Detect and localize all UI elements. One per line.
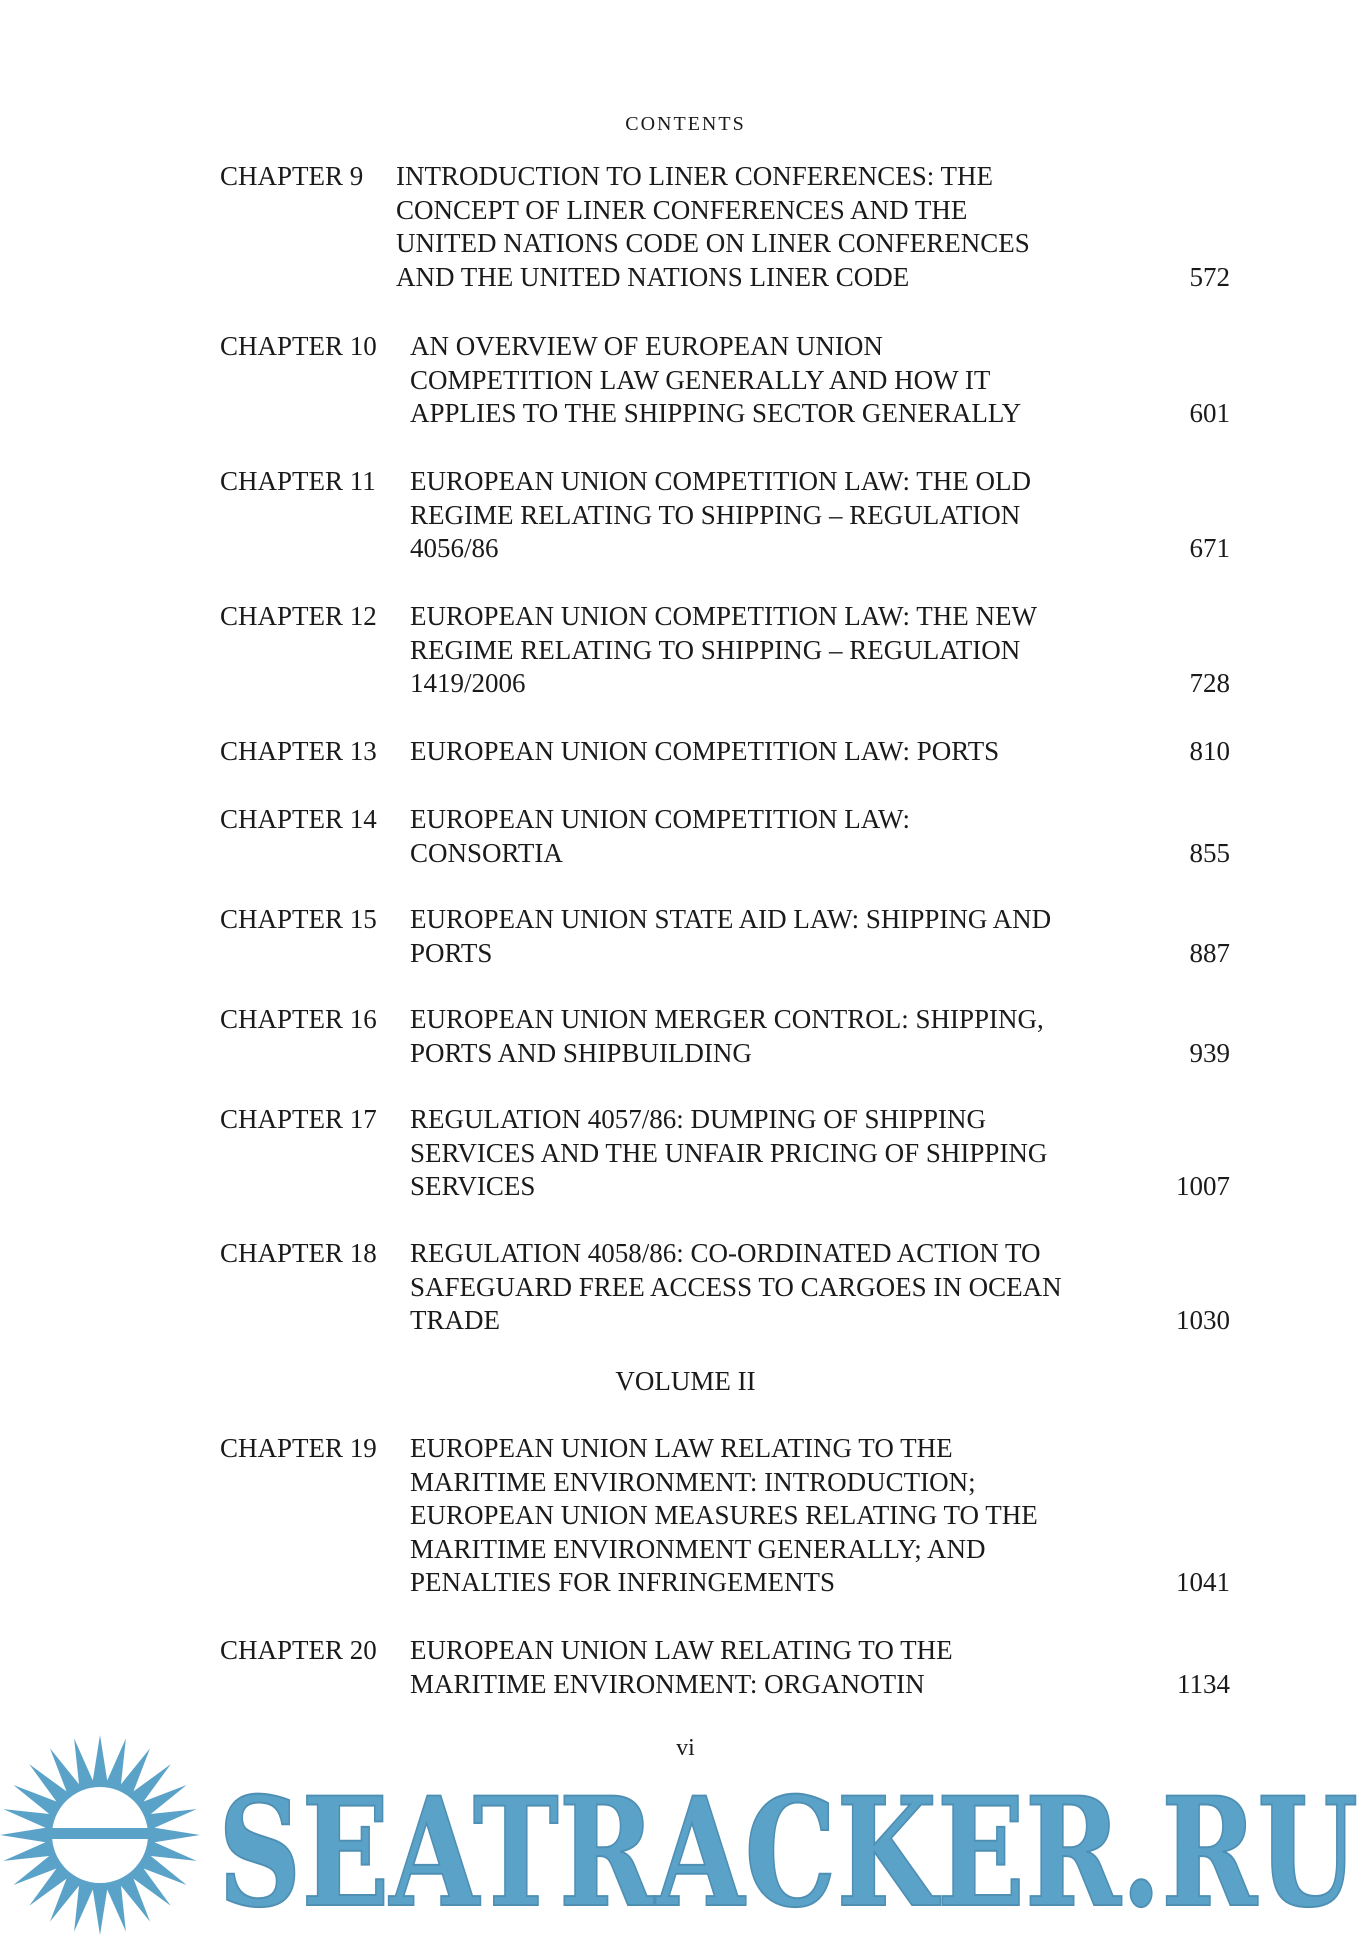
chapter-label: CHAPTER 16	[220, 1004, 377, 1034]
toc-entry	[220, 465, 1230, 566]
chapter-title	[410, 465, 1130, 566]
page-number: vi	[676, 1735, 695, 1761]
toc-entry	[220, 1432, 1230, 1600]
volume-heading: VOLUME II	[615, 1366, 756, 1396]
chapter-title-line: TRADE	[410, 1305, 500, 1335]
toc-entry	[220, 600, 1230, 701]
chapter-title-line: 1419/2006	[410, 668, 526, 698]
chapter-title-line: MARITIME ENVIRONMENT: ORGANOTIN	[410, 1668, 925, 1699]
chapter-title-line: MARITIME ENVIRONMENT: INTRODUCTION;	[410, 1466, 976, 1497]
chapter-title-line: EUROPEAN UNION COMPETITION LAW: PORTS	[410, 736, 1000, 766]
toc-entry	[220, 1103, 1230, 1204]
toc-entry	[220, 160, 1230, 294]
chapter-title	[410, 1237, 1130, 1338]
chapter-title-line: APPLIES TO THE SHIPPING SECTOR GENERALLY	[410, 398, 1022, 428]
chapter-title-line: PORTS AND SHIPBUILDING	[410, 1037, 752, 1068]
chapter-label: CHAPTER 19	[220, 1433, 377, 1463]
chapter-title-line: SAFEGUARD FREE ACCESS TO CARGOES IN OCEAN	[410, 1271, 1062, 1302]
chapter-page-number: 601	[1189, 398, 1230, 428]
sun-logo-icon	[0, 1735, 200, 1935]
watermark-graphic	[0, 1735, 1371, 1938]
chapter-title-line: AN OVERVIEW OF EUROPEAN UNION	[410, 331, 883, 361]
chapter-label: CHAPTER 13	[220, 736, 377, 766]
chapter-title-line: REGULATION 4058/86: CO-ORDINATED ACTION TO	[410, 1238, 1041, 1268]
chapter-page-number: 1134	[1177, 1668, 1230, 1699]
chapter-label: CHAPTER 15	[220, 904, 377, 934]
chapter-title-line: PORTS	[410, 937, 493, 968]
toc-entry	[220, 1634, 1230, 1701]
chapter-title-line: EUROPEAN UNION STATE AID LAW: SHIPPING AND	[410, 904, 1052, 934]
chapter-title-line: UNITED NATIONS CODE ON LINER CONFERENCES	[396, 228, 1030, 258]
watermark	[0, 1735, 1371, 1938]
chapter-label: CHAPTER 14	[220, 804, 377, 834]
chapter-label: CHAPTER 9	[220, 161, 364, 191]
chapter-title-line: EUROPEAN UNION COMPETITION LAW: THE NEW	[410, 601, 1038, 631]
chapter-label: CHAPTER 10	[220, 331, 377, 361]
chapter-title	[410, 1103, 1130, 1204]
chapter-page-number: 810	[1189, 736, 1230, 766]
toc-entry	[220, 903, 1230, 970]
chapter-title-line: INTRODUCTION TO LINER CONFERENCES: THE	[396, 161, 994, 191]
chapter-page-number: 1030	[1176, 1305, 1230, 1335]
chapter-label: CHAPTER 17	[220, 1104, 377, 1134]
chapter-page-number: 1041	[1176, 1567, 1230, 1597]
chapter-label: CHAPTER 12	[220, 601, 377, 631]
chapter-title-line: REGIME RELATING TO SHIPPING – REGULATION	[410, 634, 1021, 665]
chapter-page-number: 887	[1189, 937, 1230, 968]
chapter-page-number: 1007	[1176, 1171, 1230, 1201]
chapter-page-number: 939	[1189, 1037, 1230, 1068]
chapter-title	[410, 1432, 1130, 1600]
chapter-title-line: AND THE UNITED NATIONS LINER CODE	[396, 261, 910, 292]
chapter-label: CHAPTER 11	[220, 466, 376, 496]
chapter-title-line: SERVICES AND THE UNFAIR PRICING OF SHIPPING	[410, 1137, 1048, 1168]
chapter-title-line: CONSORTIA	[410, 837, 563, 868]
chapter-title	[410, 903, 1130, 970]
chapter-title-line: SERVICES	[410, 1171, 536, 1201]
watermark-text: SEATRACKER.RU	[218, 1765, 1358, 1938]
toc-entry	[220, 803, 1230, 870]
chapter-page-number: 671	[1189, 533, 1230, 563]
chapter-title-line: REGIME RELATING TO SHIPPING – REGULATION	[410, 499, 1021, 530]
chapter-title-line: EUROPEAN UNION MEASURES RELATING TO THE	[410, 1500, 1038, 1530]
chapter-title	[410, 600, 1130, 701]
chapter-title-line: CONCEPT OF LINER CONFERENCES AND THE	[396, 194, 968, 225]
chapter-title	[410, 803, 1130, 870]
chapter-title	[410, 1003, 1130, 1070]
chapter-title-line: EUROPEAN UNION LAW RELATING TO THE	[410, 1433, 953, 1463]
chapter-page-number: 855	[1189, 837, 1230, 868]
chapter-title-line: COMPETITION LAW GENERALLY AND HOW IT	[410, 364, 991, 395]
chapter-page-number: 572	[1189, 261, 1230, 292]
toc-entry	[220, 735, 1230, 769]
toc-entry	[220, 1237, 1230, 1338]
chapter-title	[410, 330, 1130, 431]
chapter-title-line: PENALTIES FOR INFRINGEMENTS	[410, 1567, 836, 1597]
chapter-title-line: 4056/86	[410, 533, 499, 563]
chapter-title-line: EUROPEAN UNION MERGER CONTROL: SHIPPING,	[410, 1004, 1044, 1034]
chapter-title-line: REGULATION 4057/86: DUMPING OF SHIPPING	[410, 1104, 987, 1134]
page-title: CONTENTS	[625, 113, 746, 135]
chapter-title-line: MARITIME ENVIRONMENT GENERALLY; AND	[410, 1533, 986, 1564]
toc-entry	[220, 330, 1230, 431]
chapter-title	[410, 735, 1130, 769]
chapter-title	[410, 1634, 1130, 1701]
toc-entry	[220, 1003, 1230, 1070]
chapter-label: CHAPTER 20	[220, 1635, 377, 1665]
chapter-page-number: 728	[1189, 668, 1230, 698]
chapter-title-line: EUROPEAN UNION COMPETITION LAW: THE OLD	[410, 466, 1032, 496]
chapter-title	[396, 160, 1116, 294]
chapter-label: CHAPTER 18	[220, 1238, 377, 1268]
chapter-title-line: EUROPEAN UNION COMPETITION LAW:	[410, 804, 911, 834]
chapter-title-line: EUROPEAN UNION LAW RELATING TO THE	[410, 1635, 953, 1665]
